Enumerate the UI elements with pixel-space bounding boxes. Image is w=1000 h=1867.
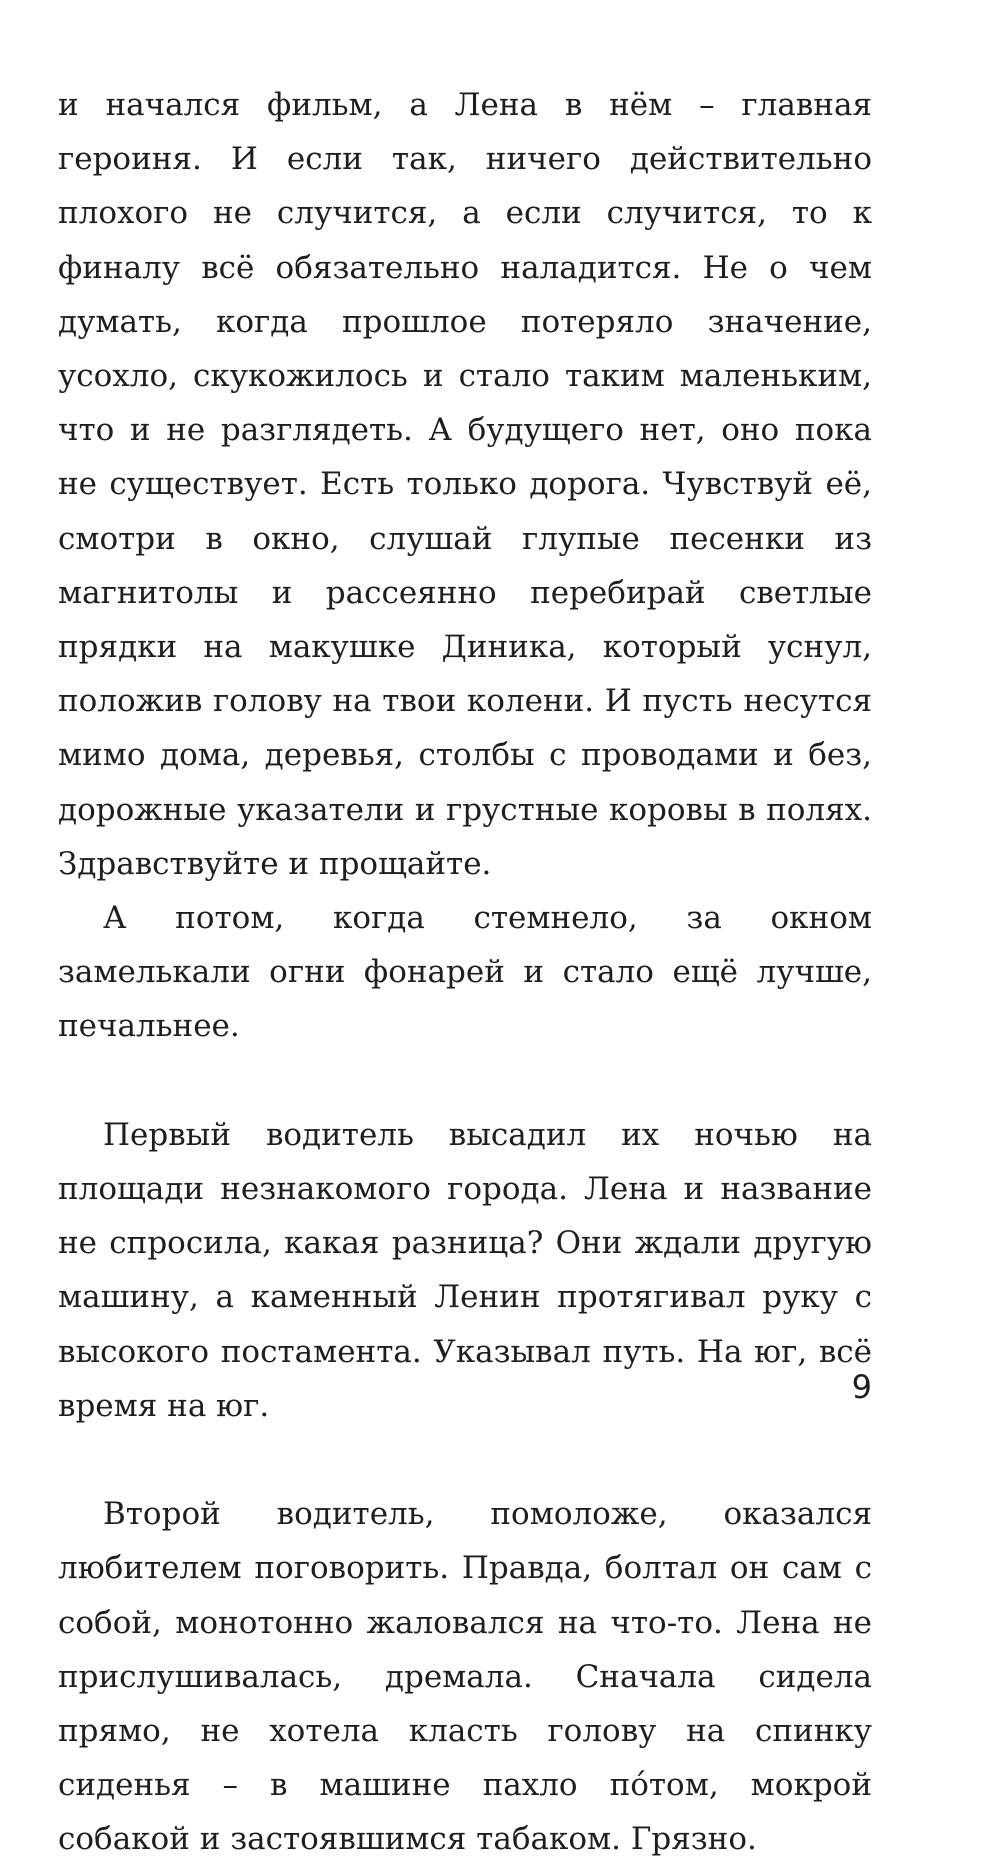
page-number: 9 <box>851 1368 872 1406</box>
page-text <box>58 78 872 1867</box>
paragraph-continuation: и начался фильм, а Лена в нём – главная героиня. И если так, ничего действительно плохого не случится, а если случится, то к финалу всё обязательно наладится. Не о чем думать, когда прошлое потеряло значение, усохло, скукожилось и стало таким маленьким, что и не разглядеть. А будущего нет, оно пока не существует. Есть только дорога. Чувствуй её, смотри в окно, слушай глупые песенки из магнитолы и рассеянно перебирай светлые прядки на макушке Диника, который уснул, положив голову на твои колени. И пусть несутся мимо дома, деревья, столбы с проводами и без, дорожные указатели и грустные коровы в полях. Здравствуйте и прощайте. <box>58 87 872 882</box>
paragraph: А потом, когда стемнело, за окном замелькали огни фонарей и стало ещё лучше, печальнее. <box>58 900 872 1045</box>
paragraph: Первый водитель высадил их ночью на площади незнакомого города. Лена и название не спросила, какая разница? Они ждали другую машину, а каменный Ленин протягивал руку с высокого постамента. Указывал путь. На юг, всё время на юг. <box>58 1116 872 1424</box>
paragraph: Второй водитель, помоложе, оказался любителем поговорить. Правда, болтал он сам с собой, монотонно жаловался на что-то. Лена не прислушивалась, дремала. Сначала сидела прямо, не хотела класть голову на спинку сиденья – в машине пахло по́том, мокрой собакой и застоявшимся табаком. Грязно. <box>58 1496 872 1858</box>
